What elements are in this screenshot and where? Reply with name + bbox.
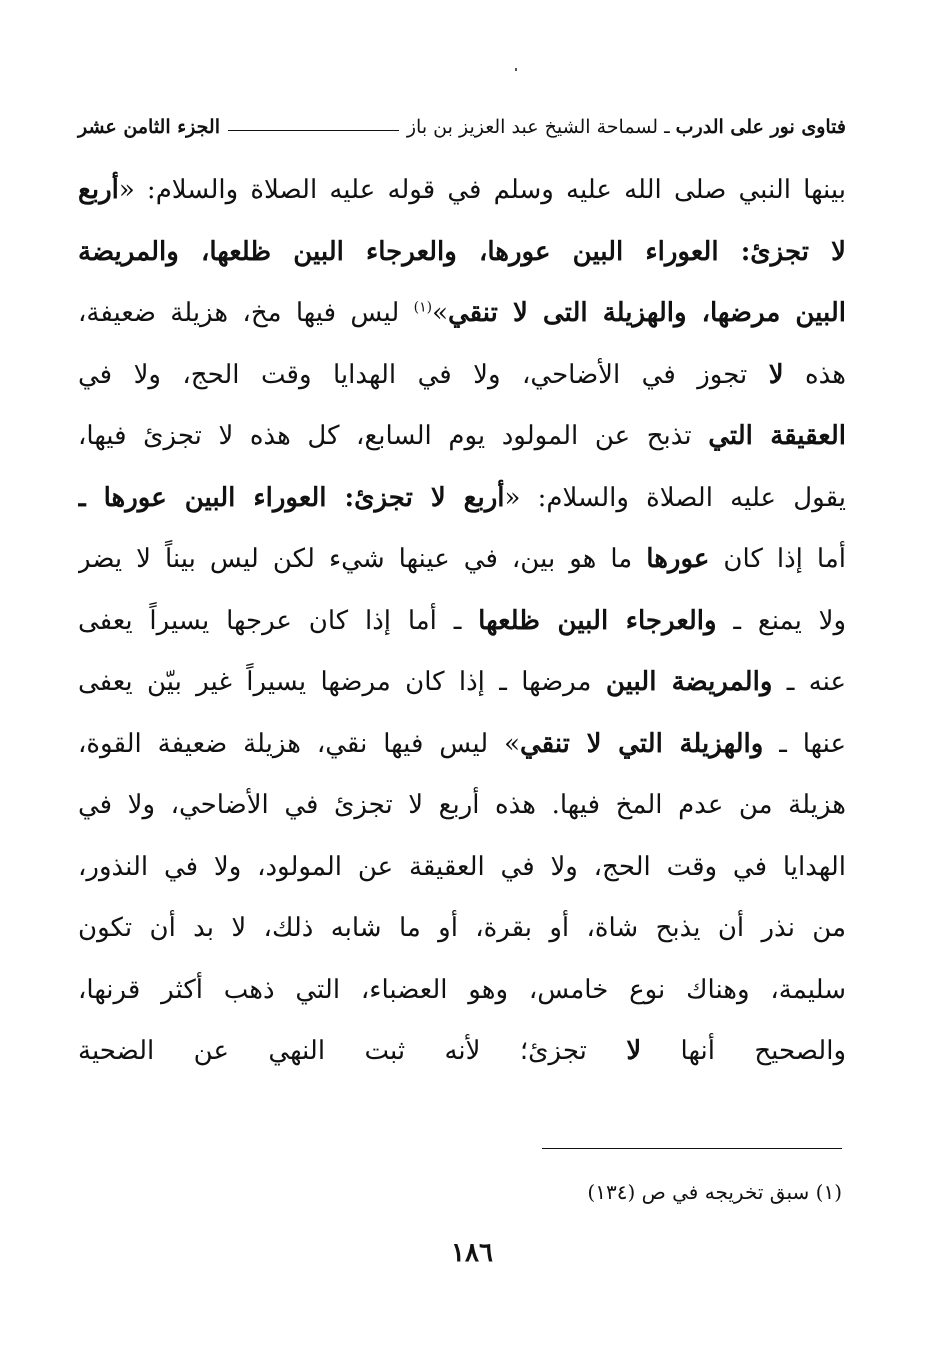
text-run: أما إذا كان [709, 544, 846, 574]
body-text [78, 160, 846, 1083]
text-run: ـ أما إذا كان عرجها يسيراً يعفى [78, 605, 479, 636]
bold-run: والهزيلة التي لا تنقي [520, 728, 764, 759]
text-line [78, 591, 846, 653]
text-run: ليس فيها مخ، هزيلة ضعيفة، [78, 298, 414, 328]
bold-run: لا [768, 359, 784, 390]
text-line [78, 960, 846, 1022]
text-run: ولا يمنع ـ [716, 605, 846, 636]
text-run: » ليس فيها نقي، هزيلة ضعيفة القوة، [78, 728, 521, 759]
part-label: الجزء الثامن عشر [78, 116, 220, 138]
bold-run: العقيقة التي [708, 421, 846, 451]
footnote-rule [542, 1148, 842, 1149]
footnote: (١) سبق تخريجه في ص (١٣٤) [587, 1180, 842, 1204]
text-line [78, 468, 846, 530]
text-run: مرضها ـ إذا كان مرضها يسيراً غير بيّن يعفى [78, 667, 606, 697]
text-line [78, 714, 846, 776]
text-run: ما هو بين، في عينها شيء لكن ليس بيناً لا يضر [78, 544, 647, 574]
text-run: هزيلة من عدم المخ فيها. هذه أربع لا تجزئ في الأضاحي، ولا في [78, 790, 846, 820]
text-line [78, 345, 846, 407]
text-run: عنه ـ [772, 667, 846, 697]
text-run: والصحيح أنها [641, 1036, 846, 1066]
book-title: فتاوى نور على الدرب [675, 116, 846, 138]
bold-run: لا [626, 1036, 642, 1066]
text-run: سليمة، وهناك نوع خامس، وهو العضباء، التي ذهب أكثر قرنها، [78, 974, 846, 1005]
bold-run: والعرجاء البين ظلعها [478, 605, 717, 636]
text-run: هذه [783, 359, 846, 390]
text-line [78, 529, 846, 591]
text-run: عنها ـ [763, 728, 846, 759]
text-run: تجزئ؛ لأنه ثبت النهي عن الضحية [78, 1036, 627, 1066]
text-line [78, 652, 846, 714]
text-line [78, 1021, 846, 1083]
page-number: ١٨٦ [451, 1238, 493, 1268]
bold-run: أربع [78, 175, 119, 205]
text-line [78, 406, 846, 468]
bold-run: البين مرضها، والهزيلة التى لا تنقي [447, 298, 846, 328]
text-line [78, 222, 846, 284]
bold-run: لا تجزئ: العوراء البين عورها، والعرجاء البين ظلعها، والمريضة [78, 236, 846, 267]
text-line [78, 160, 846, 222]
bold-run: والمريضة البين [605, 667, 773, 697]
bold-run: أربع لا تجزئ: العوراء البين عورها ـ [78, 482, 505, 513]
scan-speck [515, 68, 517, 71]
bold-run: عورها [646, 544, 710, 574]
text-run: بينها النبي صلى الله عليه وسلم في قوله عليه الصلاة والسلام: « [118, 175, 846, 205]
text-run: » [432, 298, 448, 328]
text-run: تجوز في الأضاحي، ولا في الهدايا وقت الحج، ولا في [78, 359, 769, 390]
footnote-marker: (١) [413, 299, 433, 316]
text-line [78, 775, 846, 837]
text-run: من نذر أن يذبح شاة، أو بقرة، أو ما شابه ذلك، لا بد أن تكون [78, 913, 846, 943]
text-run: يقول عليه الصلاة والسلام: « [504, 482, 846, 513]
text-run: تذبح عن المولود يوم السابع، كل هذه لا تجزئ فيها، [78, 421, 709, 451]
author-name: لسماحة الشيخ عبد العزيز بن باز [406, 116, 659, 138]
text-run: الهدايا في وقت الحج، ولا في العقيقة عن المولود، ولا في النذور، [78, 851, 846, 882]
header-rule [228, 130, 399, 131]
text-line [78, 898, 846, 960]
header-dash: ـ [664, 116, 670, 138]
text-line [78, 837, 846, 899]
running-header [78, 110, 846, 144]
text-line [78, 283, 846, 345]
